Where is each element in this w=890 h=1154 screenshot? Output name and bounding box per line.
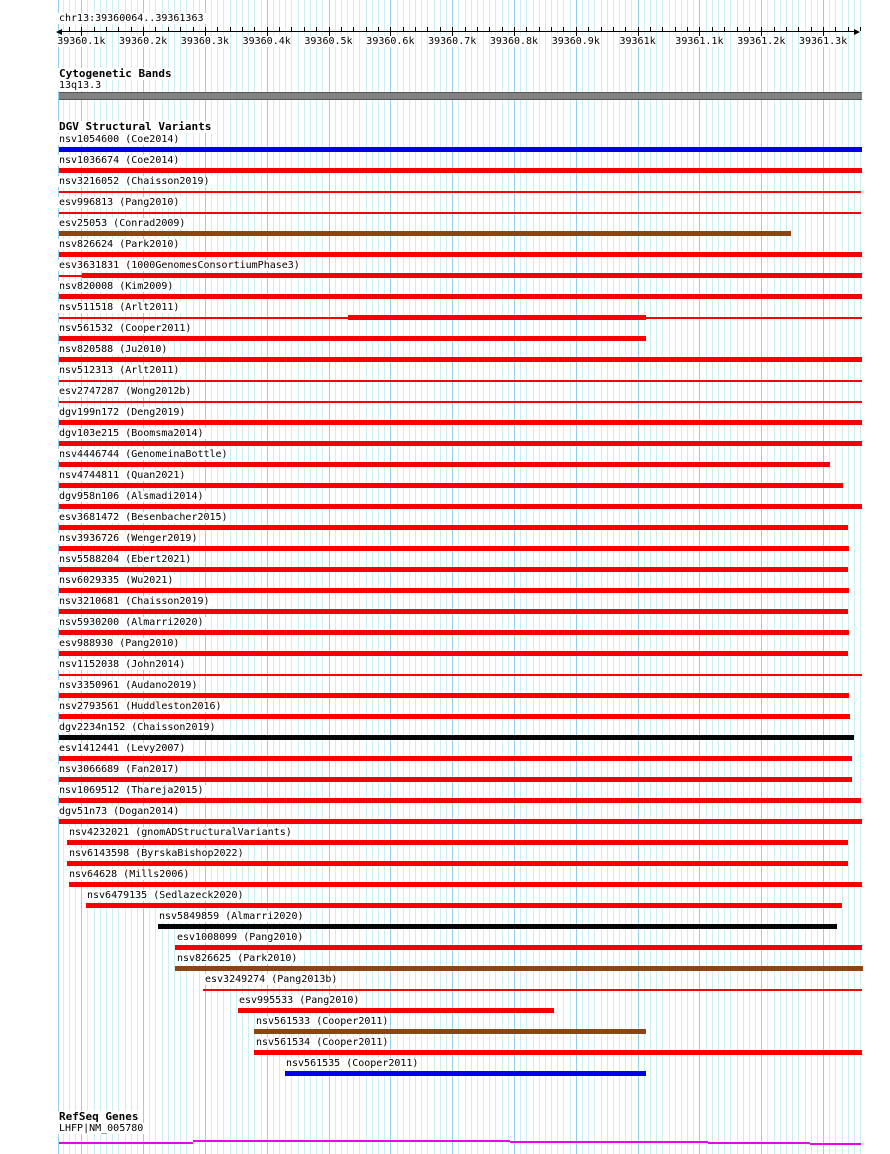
variant-label[interactable]: nsv6029335 (Wu2021): [59, 575, 174, 586]
ruler-tick-minor: [662, 27, 663, 31]
variant-bar[interactable]: [59, 317, 348, 319]
grid-line-minor: [563, 0, 564, 1154]
variant-bar[interactable]: [203, 989, 862, 991]
grid-line-minor: [508, 0, 509, 1154]
cytoband-label: 13q13.3: [59, 80, 102, 91]
ruler-tick-label: 39361.1k: [675, 36, 724, 47]
gene-intron-segment[interactable]: [59, 1142, 193, 1144]
variant-label[interactable]: nsv561532 (Cooper2011): [59, 323, 192, 334]
grid-line-minor: [347, 0, 348, 1154]
ruler-tick-minor: [180, 27, 181, 31]
ruler-tick-minor: [601, 27, 602, 31]
ruler-tick-minor: [242, 27, 243, 31]
gene-intron-segment[interactable]: [510, 1141, 708, 1143]
grid-line-minor: [718, 0, 719, 1154]
ruler-tick-minor: [613, 27, 614, 31]
ruler-tick-minor: [811, 27, 812, 31]
grid-line-major: [823, 0, 824, 1154]
ruler-tick-minor: [625, 27, 626, 31]
cytoband-bar[interactable]: [59, 92, 862, 100]
variant-label[interactable]: dgv958n106 (Alsmadi2014): [59, 491, 204, 502]
grid-line-minor: [601, 0, 602, 1154]
gene-intron-segment[interactable]: [810, 1143, 861, 1145]
grid-line-minor: [353, 0, 354, 1154]
variant-bar[interactable]: [59, 777, 852, 782]
grid-line-minor: [631, 0, 632, 1154]
grid-line-minor: [835, 0, 836, 1154]
grid-line-minor: [483, 0, 484, 1154]
variant-label[interactable]: nsv511518 (Arlt2011): [59, 302, 180, 313]
grid-line-minor: [193, 0, 194, 1154]
grid-line-minor: [427, 0, 428, 1154]
grid-line-minor: [440, 0, 441, 1154]
grid-line-minor: [625, 0, 626, 1154]
ruler-tick-label: 39360.8k: [489, 36, 539, 47]
variant-label[interactable]: nsv64628 (Mills2006): [69, 869, 190, 880]
variant-label[interactable]: nsv2793561 (Huddleston2016): [59, 701, 222, 712]
variant-bar[interactable]: [59, 674, 862, 676]
grid-line-minor: [613, 0, 614, 1154]
variant-label[interactable]: esv2747287 (Wong2012b): [59, 386, 192, 397]
variant-bar[interactable]: [59, 275, 82, 277]
variant-label[interactable]: esv996813 (Pang2010): [59, 197, 180, 208]
grid-line-minor: [848, 0, 849, 1154]
grid-line-minor: [693, 0, 694, 1154]
ruler-tick-minor: [366, 27, 367, 31]
ruler-tick-minor: [403, 27, 404, 31]
ruler-tick-minor: [341, 27, 342, 31]
variant-bar[interactable]: [59, 735, 854, 740]
grid-line-minor: [811, 0, 812, 1154]
grid-line-minor: [786, 0, 787, 1154]
variant-label[interactable]: nsv6143598 (ByrskaBishop2022): [69, 848, 244, 859]
ruler-tick-minor: [378, 27, 379, 31]
ruler-tick-minor: [860, 27, 861, 31]
ruler-tick-minor: [440, 27, 441, 31]
ruler-tick-label: 39360.7k: [428, 36, 477, 47]
grid-line-minor: [341, 0, 342, 1154]
grid-line-minor: [520, 0, 521, 1154]
variant-bar[interactable]: [59, 294, 862, 299]
variant-label[interactable]: nsv4744811 (Quan2021): [59, 470, 186, 481]
ruler-tick-minor: [168, 27, 169, 31]
ruler-tick-minor: [316, 27, 317, 31]
ruler-tick-minor: [304, 27, 305, 31]
grid-line-major: [576, 0, 577, 1154]
grid-line-major: [638, 0, 639, 1154]
variant-bar[interactable]: [59, 168, 862, 173]
variant-label[interactable]: nsv820008 (Kim2009): [59, 281, 174, 292]
ruler-tick-label: 39360.3k: [180, 36, 229, 47]
grid-line-minor: [588, 0, 589, 1154]
grid-line-minor: [749, 0, 750, 1154]
ruler-tick-label: 39360.5k: [304, 36, 353, 47]
variant-label[interactable]: nsv5588204 (Ebert2021): [59, 554, 192, 565]
ruler-tick-label: 39361.3k: [799, 36, 848, 47]
ruler-tick-minor: [774, 27, 775, 31]
variant-bar[interactable]: [59, 609, 848, 614]
variant-label[interactable]: nsv1069512 (Thareja2015): [59, 785, 204, 796]
grid-line-minor: [495, 0, 496, 1154]
variant-bar[interactable]: [238, 1008, 554, 1013]
refseq-track-title: RefSeq Genes: [59, 1110, 139, 1123]
variant-bar[interactable]: [59, 567, 848, 572]
grid-line-minor: [798, 0, 799, 1154]
variant-bar[interactable]: [59, 651, 848, 656]
variant-bar[interactable]: [59, 357, 862, 362]
grid-line-minor: [656, 0, 657, 1154]
ruler-tick-minor: [427, 27, 428, 31]
ruler-tick-label: 39361.2k: [737, 36, 786, 47]
ruler-tick-minor: [193, 27, 194, 31]
ruler-baseline: [59, 31, 858, 32]
ruler-tick-minor: [291, 27, 292, 31]
ruler-tick-label: 39360.9k: [551, 36, 600, 47]
ruler-tick-minor: [675, 27, 676, 31]
grid-line-major: [699, 0, 700, 1154]
grid-line-major: [452, 0, 453, 1154]
ruler-tick-label: 39360.6k: [366, 36, 415, 47]
grid-line-minor: [774, 0, 775, 1154]
variant-label[interactable]: esv3631831 (1000GenomesConsortiumPhase3): [59, 260, 300, 271]
grid-line-minor: [669, 0, 670, 1154]
variant-bar[interactable]: [158, 924, 837, 929]
variant-bar[interactable]: [82, 273, 862, 278]
ruler-tick-minor: [749, 27, 750, 31]
grid-line-minor: [545, 0, 546, 1154]
variant-label[interactable]: nsv561533 (Cooper2011): [256, 1016, 389, 1027]
ruler-tick-minor: [353, 27, 354, 31]
grid-line-minor: [724, 0, 725, 1154]
grid-line-minor: [687, 0, 688, 1154]
variant-bar[interactable]: [59, 231, 791, 236]
ruler-tick-minor: [217, 27, 218, 31]
variant-bar[interactable]: [59, 212, 861, 214]
grid-line-minor: [582, 0, 583, 1154]
grid-line-minor: [199, 0, 200, 1154]
grid-line-major: [761, 0, 762, 1154]
grid-line-minor: [860, 0, 861, 1154]
ruler-tick-minor: [155, 27, 156, 31]
grid-line-minor: [594, 0, 595, 1154]
grid-line-major: [514, 0, 515, 1154]
refseq-gene-label[interactable]: LHFP|NM_005780: [59, 1123, 144, 1134]
ruler-tick-label: 39360.4k: [242, 36, 291, 47]
variant-bar[interactable]: [59, 819, 862, 824]
ruler-tick-label: 39360.2k: [119, 36, 168, 47]
grid-line-minor: [403, 0, 404, 1154]
grid-line-minor: [384, 0, 385, 1154]
variant-label[interactable]: nsv820588 (Ju2010): [59, 344, 168, 355]
ruler-tick-minor: [588, 27, 589, 31]
grid-line-minor: [372, 0, 373, 1154]
variant-bar[interactable]: [646, 317, 862, 319]
grid-line-minor: [465, 0, 466, 1154]
grid-line-minor: [397, 0, 398, 1154]
grid-line-minor: [359, 0, 360, 1154]
ruler-tick-minor: [279, 27, 280, 31]
variant-bar[interactable]: [59, 401, 862, 403]
ruler-tick-minor: [94, 27, 95, 31]
grid-line-minor: [186, 0, 187, 1154]
variant-label[interactable]: esv25053 (Conrad2009): [59, 218, 186, 229]
grid-line-minor: [533, 0, 534, 1154]
ruler-tick-label: 39361k: [619, 36, 656, 47]
variant-label[interactable]: nsv4446744 (GenomeinaBottle): [59, 449, 228, 460]
variant-label[interactable]: nsv3350961 (Audano2019): [59, 680, 198, 691]
variant-label[interactable]: esv995533 (Pang2010): [239, 995, 360, 1006]
variant-bar[interactable]: [348, 315, 646, 320]
ruler-tick-minor: [712, 27, 713, 31]
grid-line-minor: [458, 0, 459, 1154]
grid-line-minor: [607, 0, 608, 1154]
ruler-left-arrow-icon: [56, 29, 62, 35]
variant-label[interactable]: dgv51n73 (Dogan2014): [59, 806, 180, 817]
variant-label[interactable]: nsv5930200 (Almarri2020): [59, 617, 204, 628]
grid-line-minor: [539, 0, 540, 1154]
ruler-tick-minor: [69, 27, 70, 31]
ruler-tick-minor: [848, 27, 849, 31]
grid-line-minor: [706, 0, 707, 1154]
variant-bar[interactable]: [59, 714, 850, 719]
variant-label[interactable]: nsv512313 (Arlt2011): [59, 365, 180, 376]
variant-label[interactable]: nsv561534 (Cooper2011): [256, 1037, 389, 1048]
ruler-tick-minor: [687, 27, 688, 31]
grid-line-minor: [477, 0, 478, 1154]
ruler-tick-minor: [650, 27, 651, 31]
variant-label[interactable]: esv3249274 (Pang2013b): [205, 974, 338, 985]
variant-label[interactable]: esv1008099 (Pang2010): [177, 932, 304, 943]
ruler-tick-minor: [798, 27, 799, 31]
variant-label[interactable]: nsv561535 (Cooper2011): [286, 1058, 419, 1069]
grid-line-minor: [644, 0, 645, 1154]
variant-label[interactable]: nsv1036674 (Coe2014): [59, 155, 180, 166]
variant-label[interactable]: dgv103e215 (Boomsma2014): [59, 428, 204, 439]
ruler-tick-minor: [539, 27, 540, 31]
ruler-tick-minor: [230, 27, 231, 31]
grid-line-minor: [805, 0, 806, 1154]
variant-bar[interactable]: [175, 945, 862, 950]
variant-label[interactable]: nsv826624 (Park2010): [59, 239, 180, 250]
grid-line-minor: [409, 0, 410, 1154]
variant-bar[interactable]: [59, 380, 862, 382]
variant-label[interactable]: nsv1054600 (Coe2014): [59, 134, 180, 145]
variant-bar[interactable]: [86, 903, 842, 908]
variant-bar[interactable]: [59, 504, 862, 509]
grid-line-minor: [471, 0, 472, 1154]
grid-line-minor: [557, 0, 558, 1154]
ruler-tick-minor: [502, 27, 503, 31]
variant-label[interactable]: nsv4232021 (gnomADStructuralVariants): [69, 827, 292, 838]
variant-bar[interactable]: [59, 693, 849, 698]
grid-line-minor: [767, 0, 768, 1154]
variant-bar[interactable]: [59, 588, 849, 593]
grid-line-minor: [743, 0, 744, 1154]
grid-line-minor: [378, 0, 379, 1154]
variant-label[interactable]: nsv3210681 (Chaisson2019): [59, 596, 210, 607]
grid-line-minor: [842, 0, 843, 1154]
grid-line-minor: [446, 0, 447, 1154]
ruler-tick-minor: [563, 27, 564, 31]
grid-line-minor: [730, 0, 731, 1154]
dgv-track-title: DGV Structural Variants: [59, 120, 212, 133]
grid-line-minor: [681, 0, 682, 1154]
ruler-tick-minor: [465, 27, 466, 31]
variant-bar[interactable]: [59, 462, 830, 467]
variant-bar[interactable]: [59, 147, 862, 152]
grid-line-minor: [502, 0, 503, 1154]
variant-bar[interactable]: [59, 336, 646, 341]
ruler-right-arrow-icon: [854, 29, 860, 35]
variant-bar[interactable]: [254, 1050, 862, 1055]
gene-intron-segment[interactable]: [193, 1140, 510, 1142]
ruler-tick-minor: [724, 27, 725, 31]
ruler-tick-minor: [489, 27, 490, 31]
grid-line-minor: [737, 0, 738, 1154]
variant-bar[interactable]: [69, 882, 862, 887]
variant-label[interactable]: nsv826625 (Park2010): [177, 953, 298, 964]
variant-bar[interactable]: [59, 420, 862, 425]
grid-line-minor: [829, 0, 830, 1154]
grid-line-minor: [854, 0, 855, 1154]
grid-line-minor: [712, 0, 713, 1154]
grid-line-minor: [792, 0, 793, 1154]
grid-line-minor: [780, 0, 781, 1154]
variant-bar[interactable]: [59, 525, 848, 530]
grid-line-minor: [489, 0, 490, 1154]
ruler-tick-minor: [786, 27, 787, 31]
grid-line-minor: [434, 0, 435, 1154]
cytogenetic-bands-title: Cytogenetic Bands: [59, 67, 172, 80]
grid-line-minor: [619, 0, 620, 1154]
ruler-tick-minor: [415, 27, 416, 31]
variant-label[interactable]: esv988930 (Pang2010): [59, 638, 180, 649]
variant-bar[interactable]: [59, 252, 862, 257]
variant-bar[interactable]: [59, 483, 843, 488]
ruler-tick-minor: [526, 27, 527, 31]
grid-line-minor: [662, 0, 663, 1154]
ruler-tick-minor: [118, 27, 119, 31]
grid-line-major: [390, 0, 391, 1154]
variant-label[interactable]: nsv3936726 (Wenger2019): [59, 533, 198, 544]
variant-label[interactable]: nsv6479135 (Sedlazeck2020): [87, 890, 244, 901]
variant-bar[interactable]: [285, 1071, 646, 1076]
grid-line-minor: [570, 0, 571, 1154]
variant-bar[interactable]: [59, 191, 861, 193]
variant-bar[interactable]: [59, 798, 861, 803]
ruler-tick-minor: [737, 27, 738, 31]
ruler-tick-minor: [254, 27, 255, 31]
variant-label[interactable]: esv1412441 (Levy2007): [59, 743, 186, 754]
grid-line-minor: [675, 0, 676, 1154]
variant-label[interactable]: esv3681472 (Besenbacher2015): [59, 512, 228, 523]
grid-line-minor: [421, 0, 422, 1154]
gene-intron-segment[interactable]: [708, 1142, 810, 1144]
variant-label[interactable]: dgv199n172 (Deng2019): [59, 407, 186, 418]
variant-bar[interactable]: [67, 861, 848, 866]
variant-bar[interactable]: [254, 1029, 646, 1034]
ruler-tick-minor: [131, 27, 132, 31]
variant-label[interactable]: nsv1152038 (John2014): [59, 659, 186, 670]
variant-bar[interactable]: [67, 840, 848, 845]
variant-bar[interactable]: [59, 756, 852, 761]
variant-bar[interactable]: [175, 966, 863, 971]
ruler-tick-minor: [551, 27, 552, 31]
variant-bar[interactable]: [59, 630, 849, 635]
variant-label[interactable]: dgv2234n152 (Chaisson2019): [59, 722, 216, 733]
region-label: chr13:39360064..39361363: [59, 13, 204, 24]
ruler-tick-minor: [835, 27, 836, 31]
grid-line-minor: [755, 0, 756, 1154]
variant-label[interactable]: nsv3216052 (Chaisson2019): [59, 176, 210, 187]
ruler-tick-label: 39360.1k: [57, 36, 106, 47]
grid-line-minor: [180, 0, 181, 1154]
grid-line-minor: [817, 0, 818, 1154]
grid-line-minor: [415, 0, 416, 1154]
grid-line-minor: [526, 0, 527, 1154]
grid-line-minor: [650, 0, 651, 1154]
grid-line-minor: [551, 0, 552, 1154]
variant-label[interactable]: nsv3066689 (Fan2017): [59, 764, 180, 775]
grid-line-minor: [366, 0, 367, 1154]
ruler-tick-minor: [477, 27, 478, 31]
variant-label[interactable]: nsv5849859 (Almarri2020): [159, 911, 304, 922]
variant-bar[interactable]: [59, 546, 849, 551]
variant-bar[interactable]: [59, 441, 862, 446]
ruler-tick-minor: [106, 27, 107, 31]
